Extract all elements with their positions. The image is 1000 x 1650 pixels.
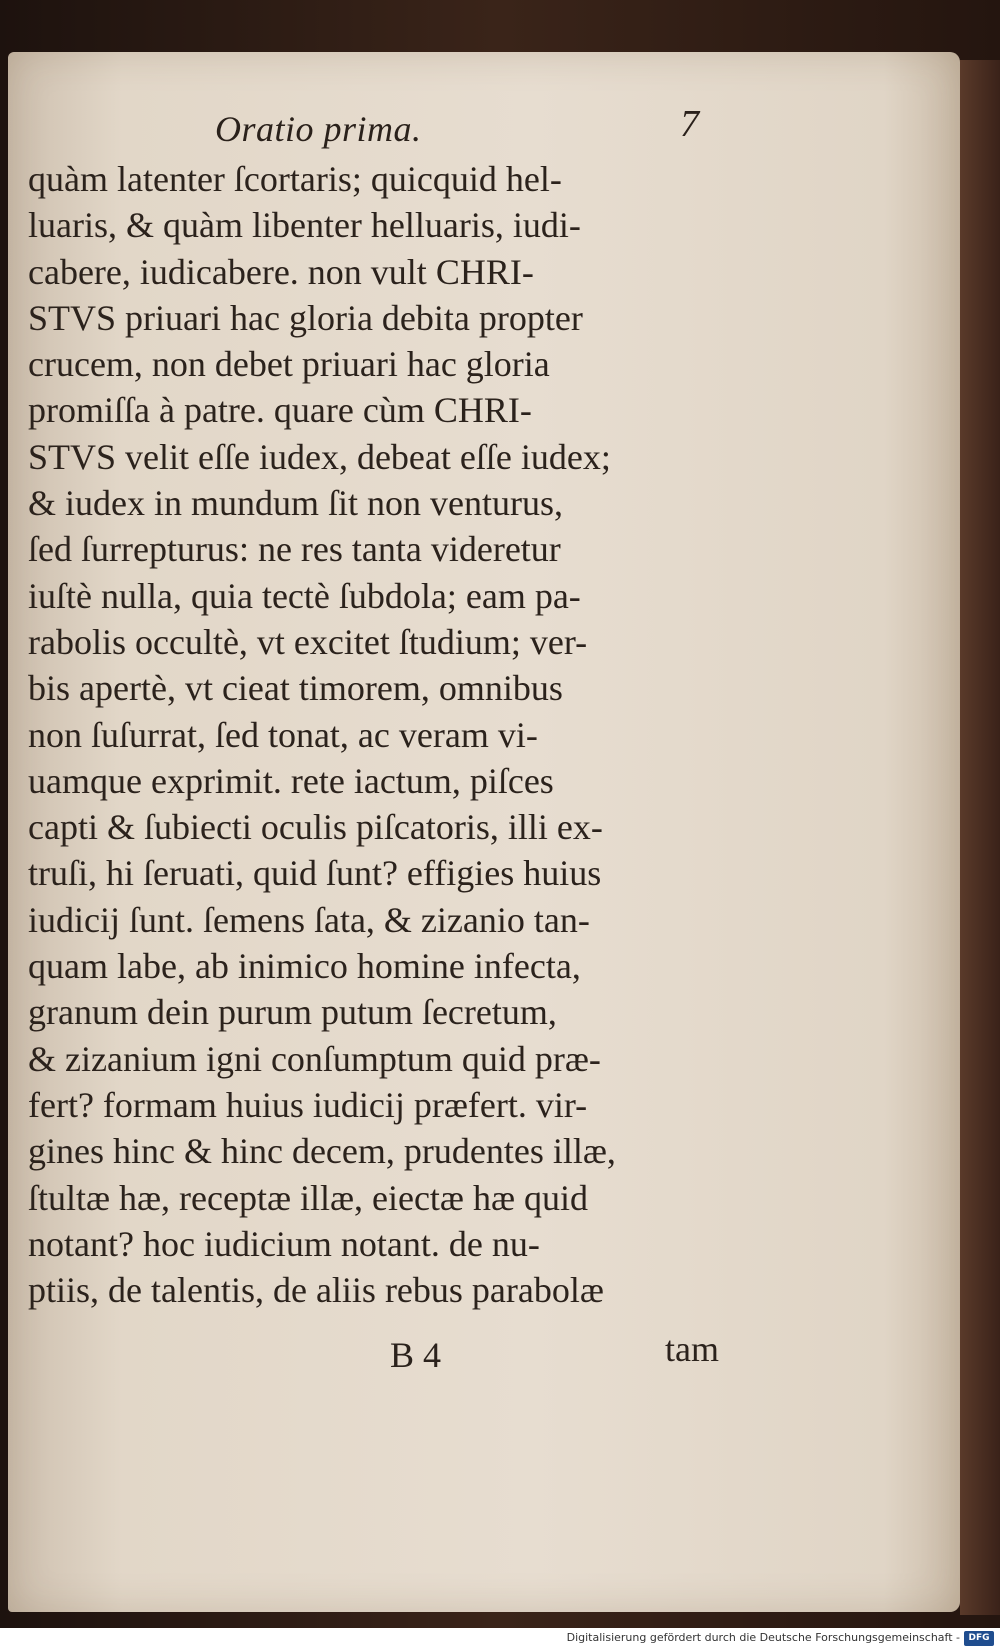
- text-line: quàm latenter ſcortaris; quicquid hel-: [28, 159, 562, 199]
- text-line: truſi, hi ſeruati, quid ſunt? effigies huius: [28, 853, 602, 894]
- running-head: [0, 100, 1000, 160]
- page-footer: [0, 1329, 1000, 1384]
- text-line: ſed ſurrepturus: ne res tanta videretur: [28, 529, 561, 570]
- text-line: crucem, non debet priuari hac gloria: [28, 344, 550, 385]
- text-line: notant? hoc iudicium notant. de nu-: [28, 1223, 540, 1264]
- running-head-title: Oratio prima.: [215, 109, 422, 149]
- text-line: & zizanium igni conſumptum quid præ-: [28, 1038, 601, 1079]
- body-text: [28, 156, 728, 1313]
- text-line: ptiis, de talentis, de aliis rebus parabolæ: [28, 1270, 604, 1311]
- text-line: fert? formam huius iudicij præfert. vir-: [28, 1084, 588, 1125]
- dfg-logo-icon: DFG: [964, 1631, 994, 1646]
- page-number: 7: [680, 103, 699, 145]
- text-line: STVS velit eſſe iudex, debeat eſſe iudex;: [28, 436, 611, 477]
- text-line: cabere, iudicabere. non vult CHRI-: [28, 251, 534, 292]
- signature-mark: B 4: [390, 1335, 442, 1375]
- text-line: uamque exprimit. rete iactum, piſces: [28, 760, 554, 801]
- text-line: STVS priuari hac gloria debita propter: [28, 297, 583, 338]
- credit-bar: [0, 1628, 1000, 1650]
- text-line: granum dein purum putum ſecretum,: [28, 992, 557, 1033]
- text-line: gines hinc & hinc decem, prudentes illæ,: [28, 1131, 616, 1172]
- text-line: promiſſa à patre. quare cùm CHRI-: [28, 390, 532, 431]
- text-line: capti & ſubiecti oculis piſcatoris, illi ex-: [28, 807, 603, 848]
- text-line: quam labe, ab inimico homine infecta,: [28, 946, 581, 987]
- text-line: ſtultæ hæ, receptæ illæ, eiectæ hæ quid: [28, 1177, 588, 1218]
- catchword: tam: [665, 1329, 719, 1369]
- text-line: iudicij ſunt. ſemens ſata, & zizanio tan-: [28, 899, 590, 940]
- credit-text: Digitalisierung gefördert durch die Deutsche Forschungsgemeinschaft -: [566, 1631, 960, 1644]
- text-line: non ſuſurrat, ſed tonat, ac veram vi-: [28, 714, 538, 755]
- text-line: iuſtè nulla, quia tectè ſubdola; eam pa-: [28, 575, 581, 616]
- text-line: rabolis occultè, vt excitet ſtudium; ver-: [28, 621, 588, 662]
- text-line: bis apertè, vt cieat timorem, omnibus: [28, 668, 563, 709]
- text-line: luaris, & quàm libenter helluaris, iudi-: [28, 205, 581, 246]
- text-line: & iudex in mundum ſit non venturus,: [28, 483, 563, 524]
